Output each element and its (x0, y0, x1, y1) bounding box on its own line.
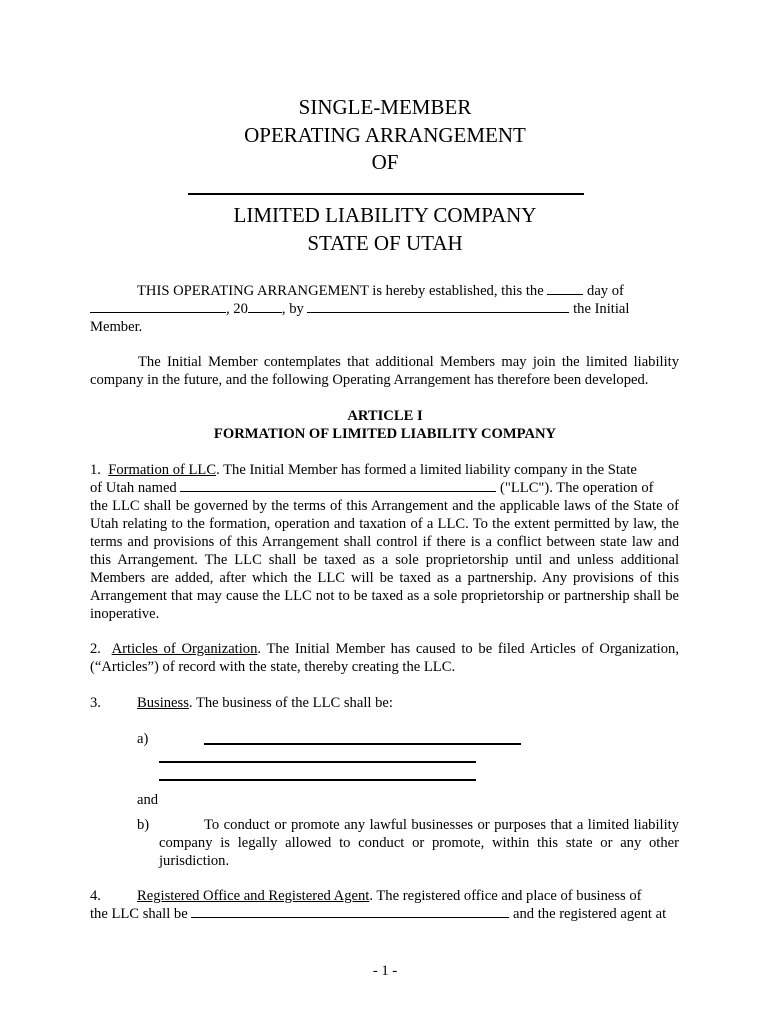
member-name-blank (307, 300, 569, 313)
section-1-line-1 (90, 461, 679, 479)
section-1-named: of Utah named (90, 480, 177, 496)
year-blank (248, 300, 282, 313)
llc-name-blank (180, 479, 496, 492)
item-a-label: a) (137, 731, 149, 747)
section-1-title: Formation of LLC (108, 462, 217, 478)
section-1-number: 1. (90, 462, 101, 478)
section-4-line-2 (90, 905, 679, 923)
title-line-2: OPERATING ARRANGEMENT (244, 123, 526, 147)
business-blank-1 (204, 743, 521, 745)
section-2-title: Articles of Organization (111, 641, 258, 657)
month-blank (90, 300, 226, 313)
intro-text-1: THIS OPERATING ARRANGEMENT is hereby established, this the (137, 283, 544, 299)
title-line-5: STATE OF UTAH (307, 231, 463, 255)
intro-text-2: day of (587, 283, 624, 299)
section-4-number: 4. (90, 888, 101, 904)
section-1-body: the LLC shall be governed by the terms of this Arrangement and the applicable laws of the State of Utah relating to the formation, operation and taxation of a LLC. To the extent permitted by law, the terms and provisions of this Arrangement shall control if there is a conflict between state law and this Arrangement. The LLC shall be taxed as a sole proprietorship until and unless additional Members are added, after which the LLC will be taxed as a partnership. Any provisions of this Arrangement that may cause the LLC not to be taxed as a sole proprietorship or partnership shall be inoperative. (90, 498, 679, 622)
intro-text-5: the Initial (573, 301, 630, 317)
title-line-3: OF (371, 150, 399, 174)
section-1-llc: ("LLC"). The operation of (500, 480, 654, 496)
intro-paragraph-2: The Initial Member contemplates that additional Members may join the limited liability company in the future, and the following Operating Arrangement has therefore been developed. (90, 354, 679, 388)
section-4-title: Registered Office and Registered Agent (137, 888, 370, 904)
intro-line-3: Member. (90, 319, 143, 335)
item-b-label: b) (137, 817, 150, 833)
and-text: and (137, 792, 159, 808)
section-3-title: Business (137, 695, 189, 711)
section-3-text: . The business of the LLC shall be: (188, 695, 393, 711)
company-name-blank (188, 193, 584, 195)
title-line-4: LIMITED LIABILITY COMPANY (233, 203, 537, 227)
section-2-number: 2. (90, 641, 101, 657)
section-4-text: . The registered office and place of business of (369, 888, 642, 904)
section-1-line-2 (90, 479, 679, 497)
article-subheading: FORMATION OF LIMITED LIABILITY COMPANY (213, 426, 557, 442)
business-blank-3 (159, 779, 476, 781)
section-4-line-1 (137, 887, 642, 905)
section-3-number: 3. (90, 695, 101, 711)
intro-text-4: , by (281, 301, 304, 317)
title-line-1: SINGLE-MEMBER (298, 95, 472, 119)
article-heading: ARTICLE I (347, 408, 423, 424)
page-number: - 1 - (372, 963, 398, 979)
intro-line-1 (137, 282, 697, 300)
section-2-text: . The Initial Member has caused to be filed Articles of Organization, (“Articles”) of record with the state, thereby creating the LLC. (90, 641, 679, 675)
business-blank-2 (159, 761, 476, 763)
day-blank (547, 282, 583, 295)
intro-text-3: , 20 (226, 301, 248, 317)
intro-line-2 (90, 300, 690, 318)
section-3-line (137, 694, 393, 712)
section-2-body (90, 640, 679, 676)
section-1-lead: . The Initial Member has formed a limited liability company in the State (216, 462, 637, 478)
section-4-agent: and the registered agent at (513, 906, 667, 922)
section-4-shall-be: the LLC shall be (90, 906, 188, 922)
registered-office-blank (191, 905, 509, 918)
item-b-text: To conduct or promote any lawful businesses or purposes that a limited liability company is legally allowed to conduct or promote, within this state or any other jurisdiction. (159, 817, 679, 869)
